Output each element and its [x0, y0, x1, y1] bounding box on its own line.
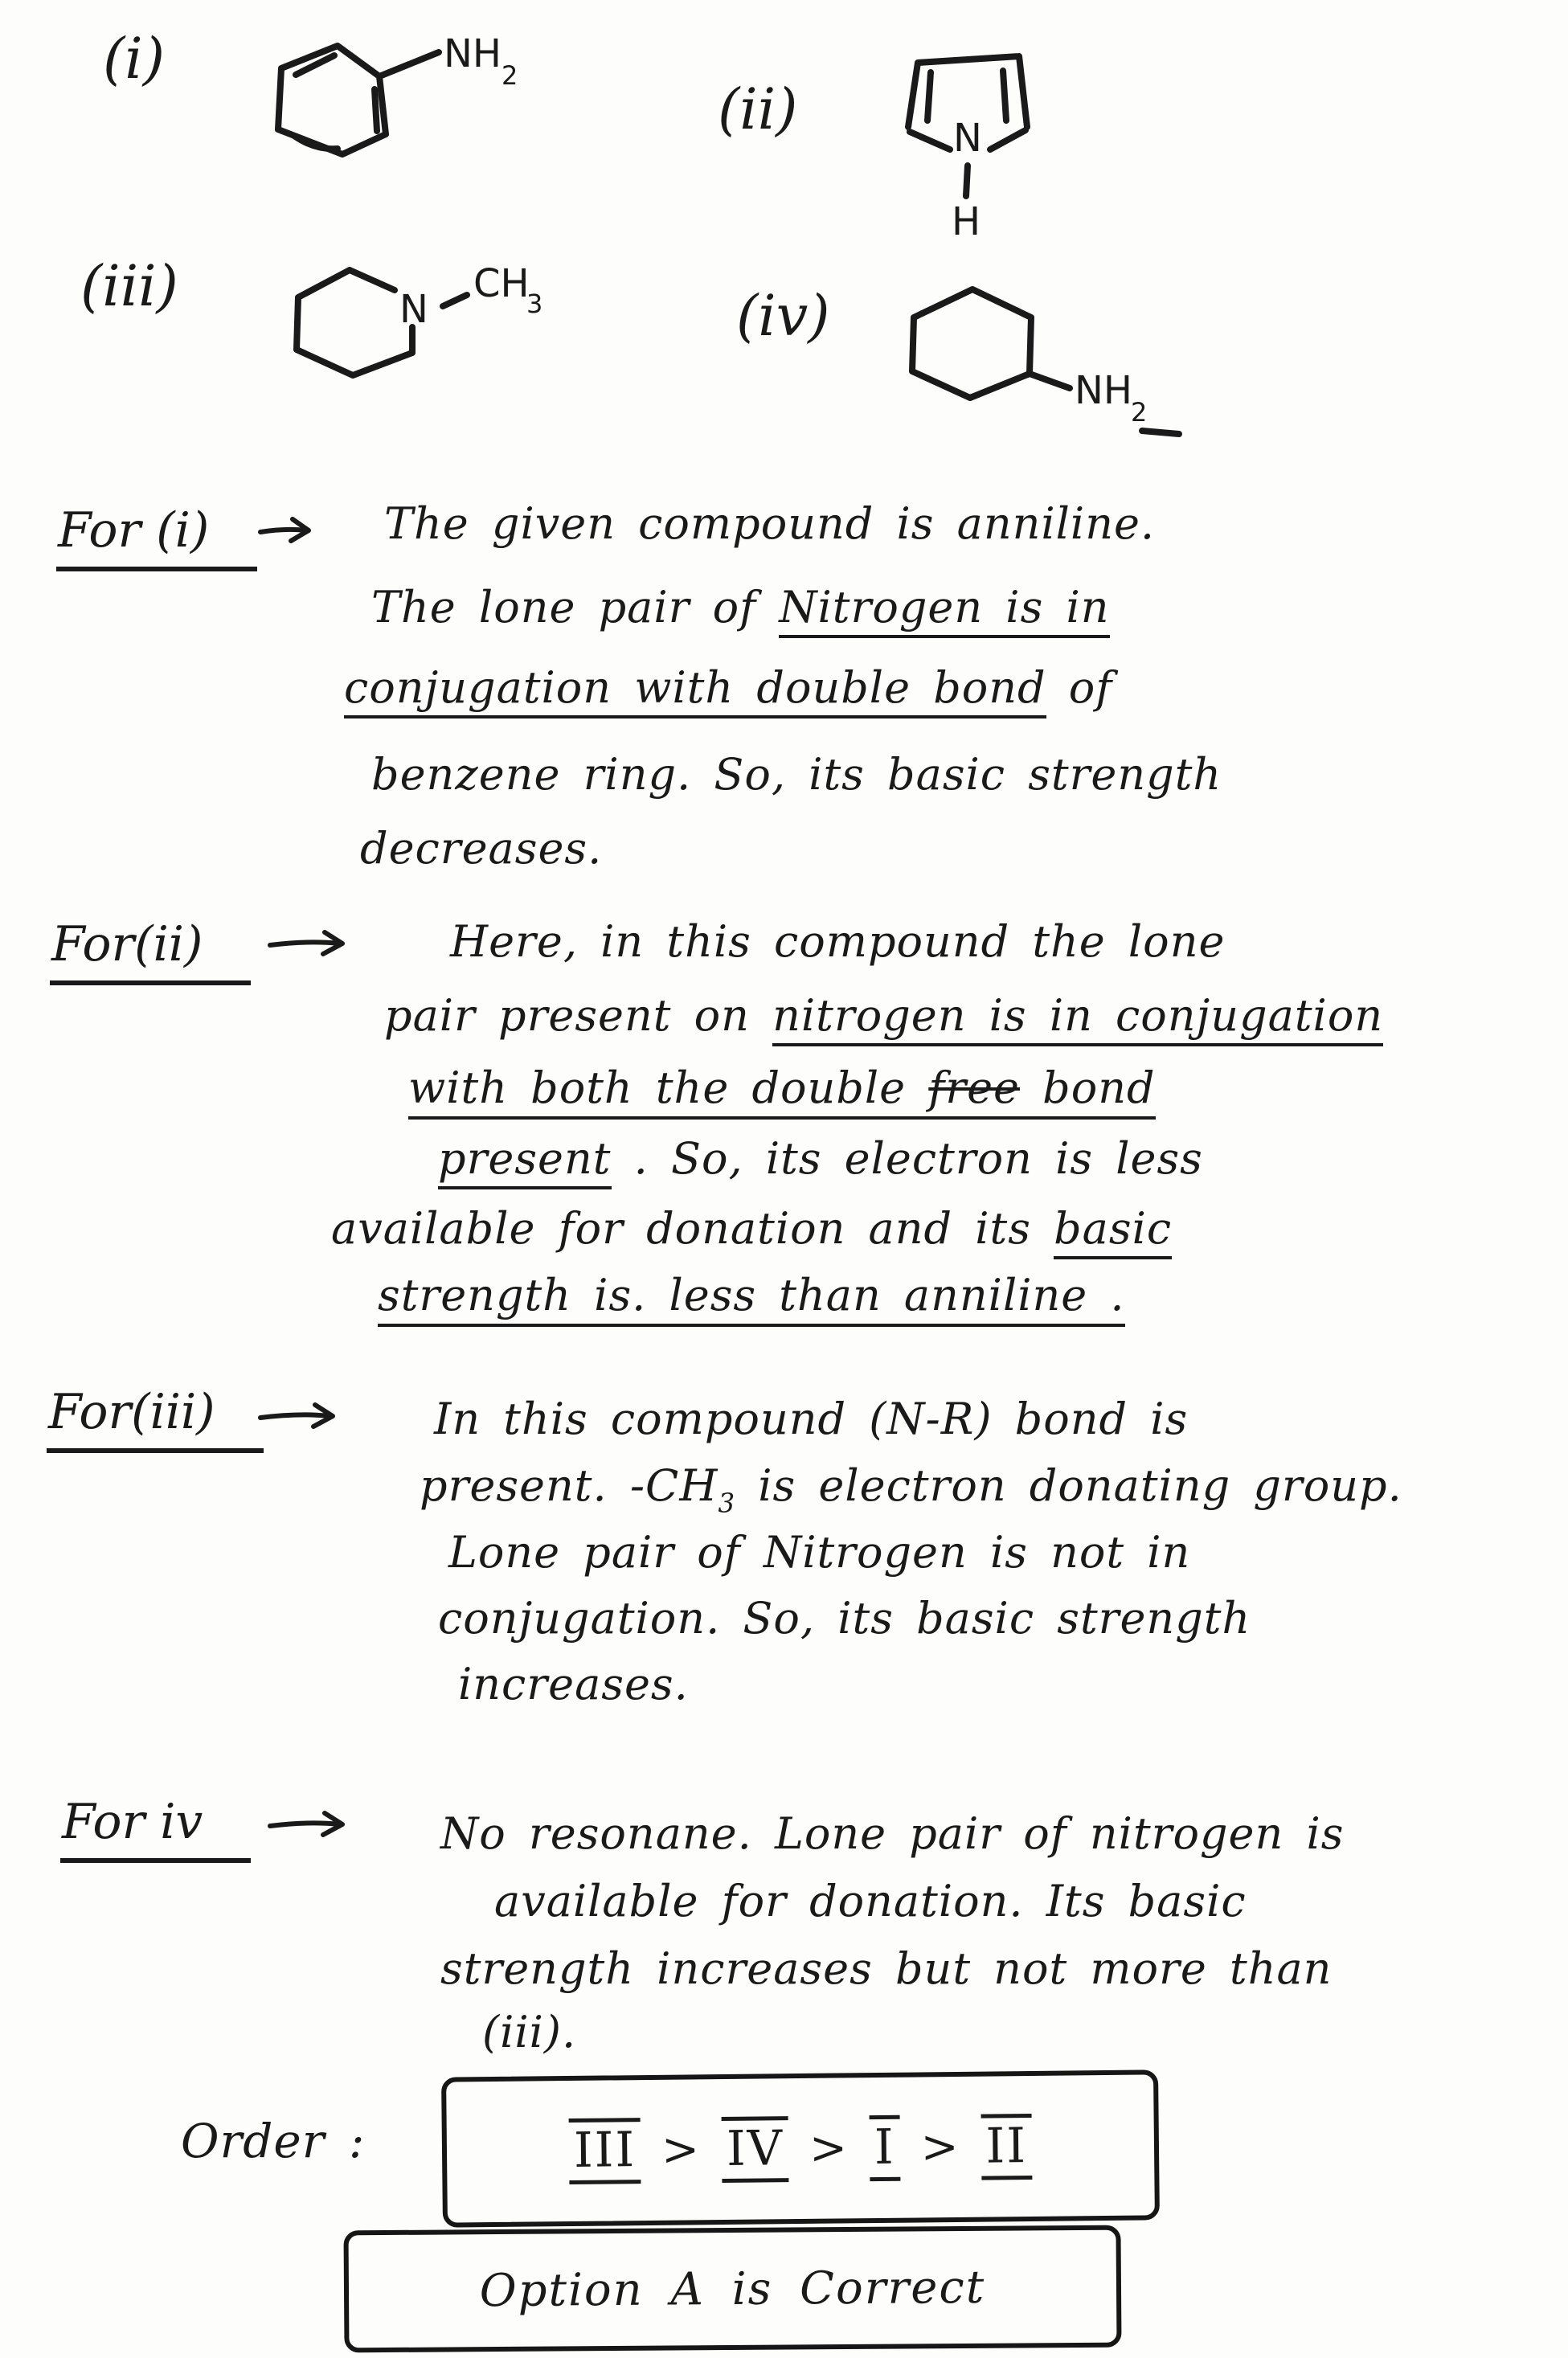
text-run: The lone pair of — [371, 582, 780, 632]
structure-i-index: (i) — [103, 26, 166, 92]
structure-ii-index: (ii) — [718, 76, 798, 142]
pyrrole-double-bond-marks — [927, 71, 1006, 121]
for-iii-line-5 — [458, 1657, 689, 1712]
text-run: increases. — [458, 1659, 689, 1709]
order-sequence — [569, 2113, 1033, 2184]
for-ii-line-4 — [438, 1132, 1203, 1186]
text-run: with both the double — [408, 1062, 929, 1113]
text-run: No resonane. Lone pair of nitrogen is — [440, 1808, 1345, 1859]
methyl-subscript: 3 — [526, 289, 543, 319]
text-run: In this compound (N-R) bond is — [434, 1394, 1189, 1444]
text-run: of — [1046, 662, 1113, 713]
subscript-text: 3 — [718, 1488, 736, 1519]
text-run: conjugation. So, its basic strength — [438, 1593, 1251, 1644]
for-iii-line-2 — [420, 1459, 1402, 1520]
for-i-line-3 — [344, 661, 1112, 715]
struck-text: free — [928, 1062, 1020, 1113]
conclusion-box — [343, 2225, 1121, 2353]
arrow-icon — [256, 1398, 344, 1434]
text-run: . So, its electron is less — [611, 1133, 1203, 1184]
for-ii-line-5 — [331, 1202, 1172, 1256]
aniline-structure — [257, 28, 579, 185]
amine-label: NH — [444, 31, 502, 76]
text-run: Here, in this compound the lone — [450, 916, 1226, 967]
greater-than: > — [809, 2122, 850, 2175]
underlined-text: nitrogen is in conjugation — [772, 990, 1383, 1046]
text-run: benzene ring. So, its basic strength — [371, 749, 1222, 800]
piperidine-ring — [297, 270, 412, 375]
underlined-text: conjugation — [344, 662, 612, 718]
underlined-text — [408, 1062, 1156, 1120]
underlined-text: Nitrogen is in — [779, 582, 1109, 638]
order-label: Order : — [181, 2114, 366, 2168]
n-hydrogen-label: H — [952, 199, 981, 239]
text-run: strength increases but not more than — [440, 1943, 1333, 1994]
cyclohexane-ring — [912, 289, 1031, 398]
amine-underline-stroke — [1142, 431, 1179, 434]
for-i-line-1 — [384, 497, 1155, 551]
text-run: bond — [1020, 1062, 1156, 1113]
roman-numeral: II — [981, 2113, 1032, 2180]
for-iii-line-4 — [438, 1591, 1251, 1646]
amine-bond — [1030, 374, 1070, 388]
for-ii-line-2 — [384, 989, 1383, 1043]
greater-than: > — [920, 2120, 960, 2174]
arrow-icon — [256, 513, 320, 548]
ring-nitrogen-label: N — [953, 116, 982, 161]
ring-nitrogen-label: N — [399, 287, 428, 332]
cyclohexylamine-structure — [896, 281, 1218, 438]
arrow-icon — [265, 1807, 354, 1842]
roman-numeral: III — [569, 2118, 641, 2184]
for-ii-line-3 — [408, 1061, 1156, 1116]
for-iv-line-1 — [440, 1807, 1344, 1861]
n-h-bond — [966, 166, 968, 196]
for-ii-line-1 — [450, 915, 1225, 969]
text-run: Lone pair of Nitrogen is not in — [448, 1527, 1191, 1578]
text-run: decreases. — [360, 823, 603, 874]
n-methylpiperidine-structure — [285, 261, 607, 394]
for-ii-line-6 — [378, 1268, 1125, 1323]
greater-than: > — [661, 2123, 702, 2176]
for-iv-line-4 — [482, 2005, 576, 2060]
structure-iv-index: (iv) — [736, 283, 830, 349]
underlined-text: with double bond — [612, 662, 1046, 718]
text-run: The given compound is anniline. — [384, 498, 1156, 549]
text-run: is electron donating group. — [735, 1460, 1402, 1511]
text-run: available for donation and its — [331, 1203, 1054, 1254]
pyrrole-structure — [900, 47, 1165, 239]
arrow-icon — [265, 926, 354, 961]
roman-numeral: I — [870, 2114, 901, 2180]
for-i-heading: For (i) — [56, 502, 257, 571]
for-iv-line-2 — [494, 1874, 1247, 1929]
order-box — [441, 2069, 1160, 2227]
underlined-text: present — [438, 1133, 612, 1189]
for-i-line-5 — [360, 821, 602, 876]
for-iv-heading: For iv — [60, 1794, 251, 1863]
n-methyl-bond — [443, 295, 467, 306]
amine-bond — [379, 52, 439, 76]
underlined-text: strength is. less than anniline . — [378, 1270, 1125, 1327]
underlined-text: basic — [1054, 1203, 1172, 1259]
amine-subscript: 2 — [1131, 397, 1148, 428]
for-i-line-2 — [371, 580, 1110, 635]
for-ii-heading: For(ii) — [50, 916, 251, 985]
roman-numeral: IV — [722, 2116, 789, 2183]
conclusion-text: Option A is Correct — [479, 2261, 986, 2317]
text-run: pair present on — [384, 990, 773, 1041]
for-i-line-4 — [371, 747, 1222, 802]
amine-subscript: 2 — [502, 60, 518, 91]
for-iii-line-1 — [434, 1392, 1188, 1447]
for-iii-line-3 — [448, 1525, 1190, 1580]
methyl-label: CH — [473, 261, 530, 306]
for-iv-line-3 — [440, 1942, 1332, 1996]
text-run: available for donation. Its basic — [494, 1876, 1247, 1926]
text-run: present. -CH — [420, 1460, 718, 1511]
structure-iii-index: (iii) — [80, 253, 178, 319]
amine-label: NH — [1075, 368, 1132, 413]
for-iii-heading: For(iii) — [47, 1384, 264, 1453]
text-run: (iii). — [482, 2007, 577, 2057]
